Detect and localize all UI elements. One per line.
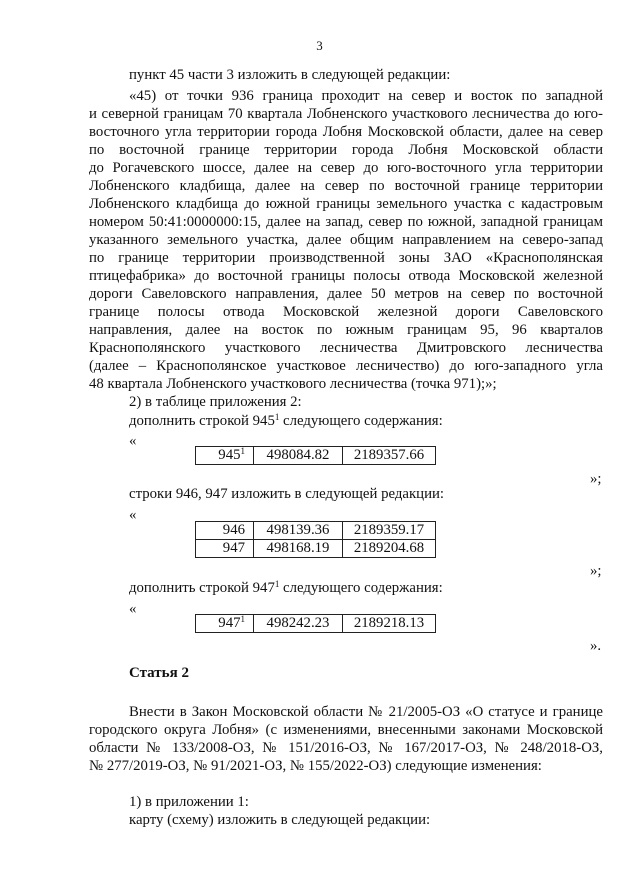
x-cell: 498168.19 — [254, 540, 343, 558]
para45-line: Лобненского кладбища до южной границы земельного участка с кадастровым — [89, 196, 603, 212]
y-cell: 2189359.17 — [343, 522, 436, 540]
para45-line: «45) от точки 936 граница проходит на север и восток по западной — [129, 88, 603, 104]
item2-line: 2) в таблице приложения 2: — [129, 394, 302, 410]
table-row — [196, 540, 436, 558]
point-cell: 946 — [196, 522, 254, 540]
x-cell: 498242.23 — [254, 615, 343, 633]
page-number: 3 — [316, 38, 323, 53]
y-cell: 2189204.68 — [343, 540, 436, 558]
para45-line: Краснополянского участкового лесничества Дмитровского лесничества — [89, 340, 603, 356]
x-cell: 498139.36 — [254, 522, 343, 540]
para45-line: указанного земельного участка, далее общим направлением на северо-запад — [89, 232, 603, 248]
point-cell: 947 — [196, 540, 254, 558]
open-quote: « — [129, 601, 137, 617]
article-heading: Статья 2 — [129, 665, 189, 681]
para45-line: восточного угла территории города Лобня Московской области, далее на север — [89, 124, 603, 140]
para45-line: по границе территории производственной зоны ЗАО «Краснополянская — [89, 250, 603, 266]
open-quote: « — [129, 433, 137, 449]
para45-line: птицефабрика» до восточной границы полосы отвода Московской железной — [89, 268, 603, 284]
article2-line: № 277/2019-ОЗ, № 91/2021-ОЗ, № 155/2022-ОЗ) следующие изменения: — [89, 758, 542, 774]
article2-line: Внести в Закон Московской области № 21/2005-ОЗ «О статусе и границе — [129, 704, 603, 720]
para45-line: до Рогачевского шоссе, далее на север до юго-восточного угла территории — [89, 160, 603, 176]
article2-line: городского округа Лобня» (с изменениями, внесенными законами Московской — [89, 722, 603, 738]
rows-text-line: строки 946, 947 изложить в следующей редакции: — [129, 486, 445, 502]
table-row — [196, 447, 436, 465]
para45-line: дороги Савеловского направления, далее 50 метров на север по восточной — [89, 286, 603, 302]
para45-line: номером 50:41:0000000:15, далее на запад, север по южной, западной границам — [89, 214, 603, 230]
para45-line: по восточной границе территории города Лобня Московской области — [89, 142, 603, 158]
add-945-line: дополнить строкой $945^1$ следующего содержания: — [129, 412, 443, 429]
table-row — [196, 615, 436, 633]
item1-line: 1) в приложении 1: — [129, 794, 249, 810]
open-quote: « — [129, 507, 137, 523]
para45-line: Лобненского кладбища, далее на север по восточной границе территории — [89, 178, 603, 194]
coord-table-945 — [195, 446, 436, 465]
y-cell: 2189357.66 — [343, 447, 436, 465]
point-cell: $947^1$ — [196, 615, 254, 633]
point-cell: $945^1$ — [196, 447, 254, 465]
para45-line: (далее – Краснополянское участковое лесничество) до юго-западного угла — [89, 358, 603, 374]
close-quote: »; — [590, 471, 602, 487]
article2-line: области № 133/2008-ОЗ, № 151/2016-ОЗ, № 167/2017-ОЗ, № 248/2018-ОЗ, — [89, 740, 603, 756]
para45-line: и северной границам 70 квартала Лобненского участкового лесничества до юго- — [89, 106, 603, 122]
table-row — [196, 522, 436, 540]
add-947-line: дополнить строкой $947^1$ следующего содержания: — [129, 579, 443, 596]
intro-line: пункт 45 части 3 изложить в следующей редакции: — [129, 67, 451, 83]
map-text-line: карту (схему) изложить в следующей редакции: — [129, 812, 431, 828]
y-cell: 2189218.13 — [343, 615, 436, 633]
coord-table-946-947 — [195, 521, 436, 558]
x-cell: 498084.82 — [254, 447, 343, 465]
para45-line: границе полосы отвода Московской железной дороги Савеловского — [89, 304, 603, 320]
close-quote: »; — [590, 563, 602, 579]
para45-line: 48 квартала Лобненского участкового лесничества (точка 971);»; — [89, 376, 497, 392]
para45-line: направления, далее на восток по южным границам 95, 96 кварталов — [89, 322, 603, 338]
coord-table-947-1 — [195, 614, 436, 633]
close-quote: ». — [590, 638, 602, 654]
